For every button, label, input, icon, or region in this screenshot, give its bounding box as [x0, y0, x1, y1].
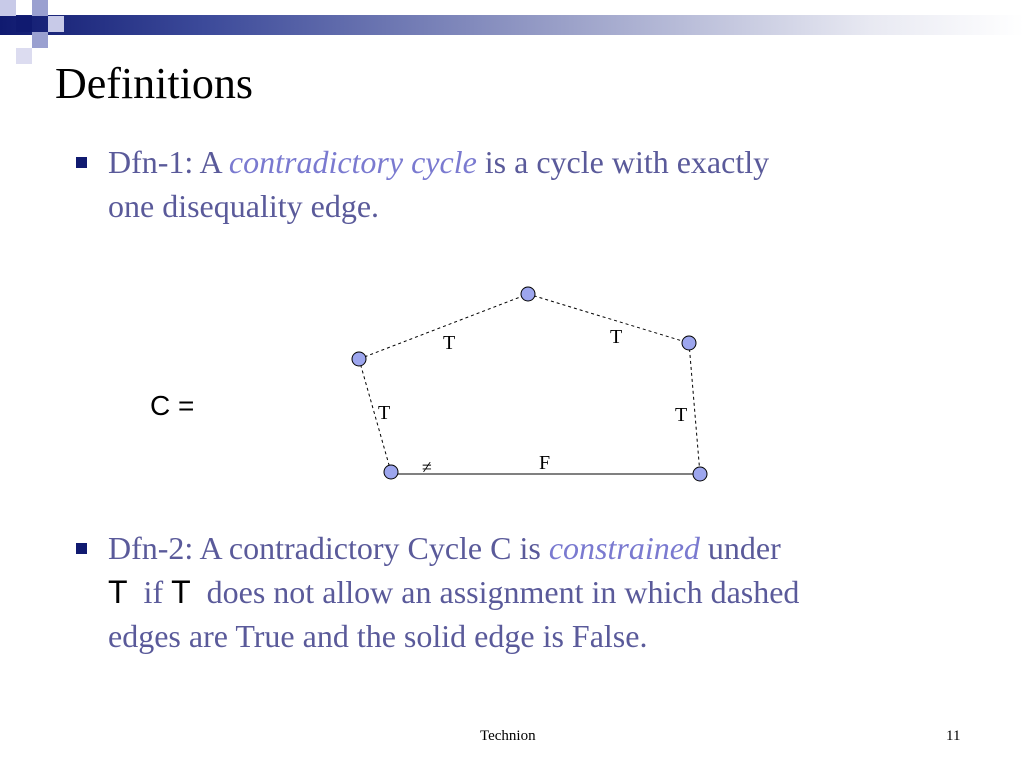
slide-title: Definitions	[55, 59, 253, 108]
node-left	[352, 352, 366, 366]
edge-top-right	[528, 294, 689, 343]
node-bottom-right	[693, 467, 707, 481]
dfn1-line1-rest: is a cycle with exactly	[476, 144, 770, 180]
footer-center-text: Technion	[480, 728, 536, 744]
edge-label-left: T	[378, 402, 391, 424]
edge-left	[359, 359, 391, 472]
page-number: 11	[946, 728, 961, 744]
edge-right	[689, 343, 700, 474]
edge-label-top-right: T	[610, 326, 623, 348]
dfn1-line2: one disequality edge.	[108, 188, 380, 224]
dfn2-after-term: under	[699, 530, 781, 566]
dfn2-t1: T	[108, 574, 128, 610]
node-right	[682, 336, 696, 350]
node-top	[521, 287, 535, 301]
dfn2-if: if	[127, 574, 172, 610]
dfn2-line3: edges are True and the solid edge is False.	[108, 618, 648, 654]
cycle-label: C =	[150, 390, 195, 421]
dfn2-t2: T	[171, 574, 191, 610]
node-bottom-left	[384, 465, 398, 479]
dfn2-term: constrained	[548, 530, 700, 566]
header-gradient-bar	[0, 15, 1024, 35]
dfn1-text	[108, 140, 988, 228]
dfn2-prefix: Dfn-2: A contradictory Cycle C is	[108, 530, 549, 566]
edge-label-right: T	[675, 404, 688, 426]
dfn1-prefix: Dfn-1: A	[108, 144, 229, 180]
dfn1-term: contradictory cycle	[228, 144, 477, 180]
logo-square	[0, 0, 16, 16]
bullet-square	[76, 543, 87, 554]
edge-label-bottom: F	[539, 452, 551, 474]
logo-square	[32, 32, 48, 48]
dfn2-text	[108, 526, 988, 658]
logo-square	[16, 16, 32, 32]
edge-label-neq: ≠	[422, 457, 432, 477]
edge-top-left	[359, 294, 528, 359]
logo-square	[48, 16, 64, 32]
bullet-square	[76, 157, 87, 168]
edge-label-top-left: T	[443, 332, 456, 354]
logo-square	[16, 48, 32, 64]
logo-square	[32, 0, 48, 16]
dfn2-line2-rest: does not allow an assignment in which dashed	[190, 574, 800, 610]
